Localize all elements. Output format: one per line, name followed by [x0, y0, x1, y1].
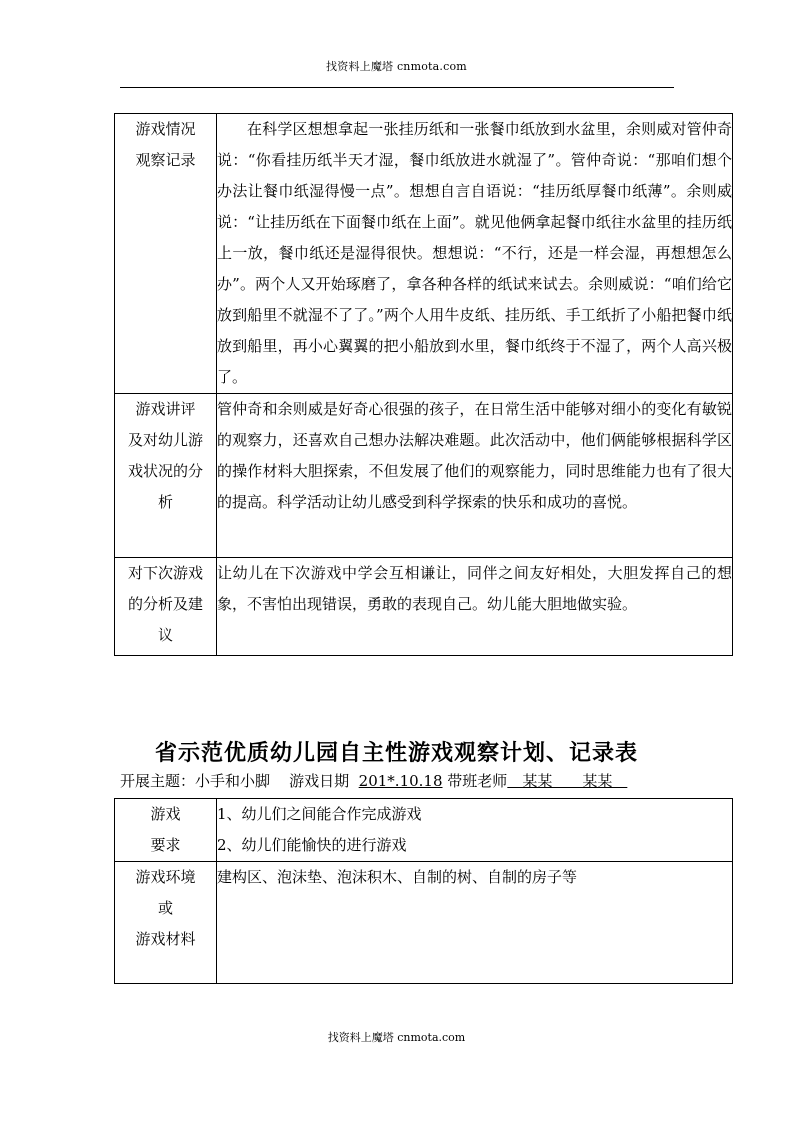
observation-record-table: [114, 113, 733, 656]
label-line: 戏状况的分: [127, 462, 203, 480]
observation-record-content: 在科学区想想拿起一张挂历纸和一张餐巾纸放到水盆里，余则威对管仲奇说：“你看挂历纸半天才湿，餐巾纸放进水就湿了”。管仲奇说：“那咱们想个办法让餐巾纸湿得慢一点”。想想自言自语说：“挂历纸厚餐巾纸薄”。余则威说：“让挂历纸在下面餐巾纸在上面”。就见他俩拿起餐巾纸往水盆里的挂历纸上一放，餐巾纸还是湿得很快。想想说：“不行，还是一样会湿，再想想怎么办”。两个人又开始琢磨了，拿各种各样的纸试来试去。余则威说：“咱们给它放到船里不就湿不了了。”两个人用牛皮纸、挂历纸、手工纸折了小船把餐巾纸放到船里，再小心翼翼的把小船放到水里，餐巾纸终于不湿了，两个人高兴极了。: [217, 114, 733, 394]
label-line: 游戏情况: [135, 120, 196, 138]
teacher-label: 带班老师: [447, 772, 508, 790]
row-label-materials: [115, 862, 217, 984]
label-line: 游戏环境: [135, 868, 196, 886]
next-suggestion-content: 让幼儿在下次游戏中学会互相谦让，同伴之间友好相处，大胆发挥自己的想象，不害怕出现错误，勇敢的表现自己。幼儿能大胆地做实验。: [217, 558, 733, 656]
game-plan-table: [114, 798, 733, 984]
label-line: 及对幼儿游: [127, 431, 203, 449]
requirement-item: 2、幼儿们能愉快的进行游戏: [217, 836, 407, 854]
row-label-next-suggestion: [115, 558, 217, 656]
table-row: [115, 394, 733, 558]
page-header: 找资料上魔塔 cnmota.com: [326, 60, 467, 73]
evaluation-content: 管仲奇和余则威是好奇心很强的孩子，在日常生活中能够对细小的变化有敏锐的观察力，还喜欢自己想办法解决难题。此次活动中，他们俩能够根据科学区的操作材料大胆探索，不但发展了他们的观察能力，同时思维能力也有了很大的提高。科学活动让幼儿感受到科学探索的快乐和成功的喜悦。: [217, 394, 733, 558]
label-line: 游戏: [150, 805, 181, 823]
label-line: 游戏讲评: [135, 400, 196, 418]
label-line: 游戏材料: [135, 930, 196, 948]
label-line: 析: [157, 493, 173, 511]
materials-item: 建构区、泡沫垫、泡沫积木、自制的树、自制的房子等: [217, 868, 578, 886]
date-value: 201*.10.18: [358, 772, 443, 790]
form-title: 省示范优质幼儿园自主性游戏观察计划、记录表: [154, 740, 638, 766]
label-line: 议: [157, 626, 173, 644]
requirement-item: 1、幼儿们之间能合作完成游戏: [217, 805, 422, 823]
table-row: [115, 799, 733, 862]
label-line: 观察记录: [135, 151, 196, 169]
materials-content: [217, 862, 733, 984]
page-footer: 找资料上魔塔 cnmota.com: [327, 1031, 466, 1044]
table-row: [115, 114, 733, 394]
label-line: 或: [157, 899, 173, 917]
row-label-evaluation: [115, 394, 217, 558]
label-line: 要求: [150, 836, 181, 854]
label-line: 的分析及建: [127, 595, 203, 613]
date-label: 游戏日期: [289, 772, 350, 790]
requirements-content: [217, 799, 733, 862]
table-row: [115, 862, 733, 984]
teacher-value: 某某 某某: [507, 772, 628, 790]
table-row: [115, 558, 733, 656]
header-divider: [120, 87, 674, 88]
row-label-requirements: [115, 799, 217, 862]
form-info-line: [120, 770, 627, 791]
theme-value: 小手和小脚: [195, 772, 271, 790]
row-label-observation: [115, 114, 217, 394]
label-line: 对下次游戏: [127, 564, 203, 582]
theme-label: 开展主题：: [120, 772, 196, 790]
